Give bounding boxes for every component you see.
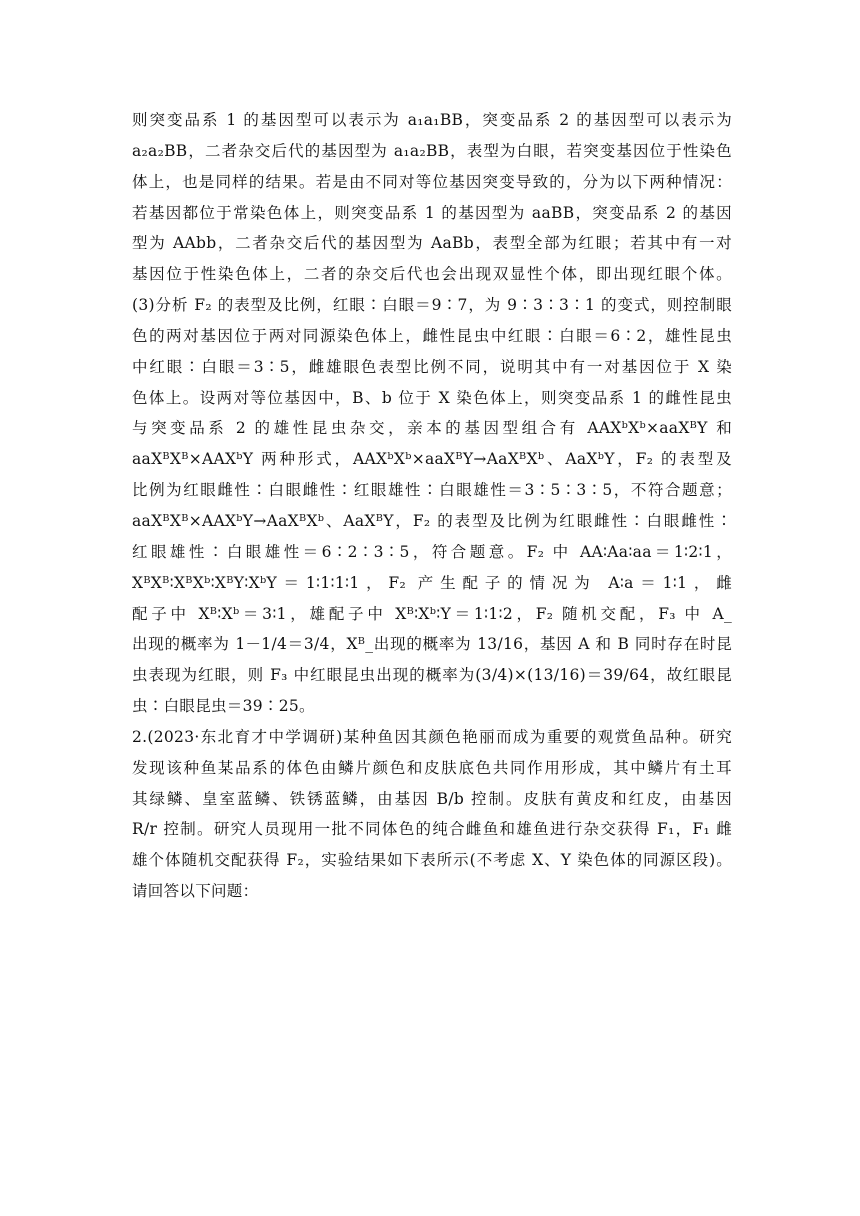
text-line: 体上，也是同样的结果。若是由不同对等位基因突变导致的，分为以下两种情况： <box>132 172 732 191</box>
text-line: 基因位于性染色体上，二者的杂交后代也会出现双显性个体，即出现红眼个体。 <box>132 265 732 284</box>
text-line: 中红眼∶白眼＝3∶5，雌雄眼色表型比例不同，说明其中有一对基因位于 X 染 <box>132 357 732 376</box>
text-line: 比例为红眼雌性∶白眼雌性∶红眼雄性∶白眼雄性＝3∶5∶3∶5，不符合题意； <box>132 481 732 500</box>
question-line: 发现该种鱼某品系的体色由鳞片颜色和皮肤底色共同作用形成，其中鳞片有土耳 <box>132 758 732 777</box>
text-line: 型为 AAbb，二者杂交后代的基因型为 AaBb，表型全部为红眼；若其中有一对 <box>132 234 732 253</box>
text-line: 配子中 Xᴮ∶Xᵇ＝3∶1，雄配子中 Xᴮ∶Xᵇ∶Y＝1∶1∶2，F₂ 随机交配，F₃ 中 A_ <box>132 604 732 623</box>
text-line: 与突变品系 2 的雄性昆虫杂交，亲本的基因型组合有 AAXᵇXᵇ×aaXᴮY 和 <box>132 419 732 438</box>
text-line: 红眼雄性∶白眼雄性＝6∶2∶3∶5，符合题意。F₂ 中 AA∶Aa∶aa＝1∶2∶1， <box>132 542 732 561</box>
text-line: aaXᴮXᴮ×AAXᵇY 两种形式，AAXᵇXᵇ×aaXᴮY→AaXᴮXᵇ、AaXᵇY，F₂ 的表型及 <box>132 450 732 469</box>
text-line: 若基因都位于常染色体上，则突变品系 1 的基因型为 aaBB，突变品系 2 的基因 <box>132 203 732 222</box>
text-line: 则突变品系 1 的基因型可以表示为 a₁a₁BB，突变品系 2 的基因型可以表示为 <box>132 111 732 129</box>
text-line: 出现的概率为 1－1/4＝3/4，Xᴮ_出现的概率为 13/16，基因 A 和 B 同时存在时昆 <box>132 635 732 654</box>
text-line: 色的两对基因位于两对同源染色体上，雌性昆虫中红眼∶白眼＝6∶2，雄性昆虫 <box>132 326 732 345</box>
question-line: R/r 控制。研究人员现用一批不同体色的纯合雌鱼和雄鱼进行杂交获得 F₁，F₁ 雌 <box>132 820 732 839</box>
question-line: 雄个体随机交配获得 F₂，实验结果如下表所示(不考虑 X、Y 染色体的同源区段)。 <box>132 851 732 870</box>
question-line: 2.(2023·东北育才中学调研)某种鱼因其颜色艳丽而成为重要的观赏鱼品种。研究 <box>132 727 732 746</box>
text-line: a₂a₂BB，二者杂交后代的基因型为 a₁a₂BB，表型为白眼，若突变基因位于性染色 <box>132 141 732 160</box>
text-line: 虫∶白眼昆虫＝39∶25。 <box>132 697 315 716</box>
text-line: 虫表现为红眼，则 F₃ 中红眼昆虫出现的概率为(3/4)×(13/16)＝39/64，故红眼昆 <box>132 666 732 685</box>
question-line: 其绿鳞、皇室蓝鳞、铁锈蓝鳞，由基因 B/b 控制。皮肤有黄皮和红皮，由基因 <box>132 789 732 808</box>
text-line: XᴮXᴮ∶XᴮXᵇ∶XᴮY∶XᵇY＝1∶1∶1∶1，F₂ 产生配子的情况为 A∶a＝1∶1，雌 <box>132 573 732 592</box>
question-line: 请回答以下问题： <box>132 882 259 901</box>
text-line: aaXᴮXᴮ×AAXᵇY→AaXᴮXᵇ、AaXᴮY，F₂ 的表型及比例为红眼雌性∶白眼雌性∶ <box>132 511 732 530</box>
text-line: (3)分析 F₂ 的表型及比例，红眼∶白眼＝9∶7，为 9∶3∶3∶1 的变式，则控制眼 <box>132 296 732 315</box>
text-line: 色体上。设两对等位基因中，B、b 位于 X 染色体上，则突变品系 1 的雌性昆虫 <box>132 388 732 407</box>
document-body <box>132 105 732 907</box>
